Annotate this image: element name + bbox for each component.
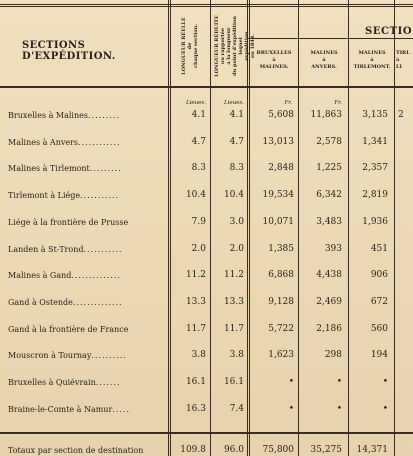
col-header-tirlemont-liege: TIRL à LI: [396, 50, 410, 70]
table-cell-c3: 672: [370, 296, 388, 307]
leader-dots-inline: ..............: [72, 297, 123, 307]
table-cell-reelle: 4.7: [191, 136, 206, 147]
table-cell-c2: 1,225: [316, 163, 342, 174]
table-row-name: Liége à la frontière de Prusse: [8, 217, 129, 227]
table-cell-reduite: 3.8: [229, 350, 244, 361]
totals-col3: 14,371: [356, 445, 388, 455]
table-cell-c1: •: [288, 403, 294, 414]
leader-dots-inline: .........: [87, 111, 120, 120]
rule-after-reelle: [210, 0, 211, 456]
rule-group-header: [248, 38, 413, 39]
table-cell-c3: •: [382, 403, 388, 414]
table-cell-c1: 2,848: [268, 163, 294, 174]
table-cell-reelle: 11.2: [185, 270, 206, 281]
table-cell-reduite: 7.4: [229, 403, 244, 414]
table-cell-reduite: 4.1: [229, 110, 244, 120]
table-cell-reelle: 7.9: [191, 216, 206, 227]
leader-dots-inline: ..............: [71, 271, 121, 281]
table-cell-c3: 194: [370, 350, 388, 361]
table-cell-c3: 3,135: [362, 110, 388, 120]
rule-col2: [348, 0, 349, 456]
table-row-name: Gand à la frontière de France: [8, 324, 129, 334]
leader-dots-inline: ............: [78, 137, 121, 147]
table-cell-c2: 298: [324, 350, 342, 361]
table-cell-c1: 10,071: [262, 216, 294, 227]
totals-label: Totaux par section de destination: [8, 446, 144, 455]
sections-header: SECTIONS D'EXPÉDITION.: [22, 40, 116, 62]
table-cell-c3: 1,341: [362, 136, 388, 147]
table-row-name: Braine-le-Comte à Namur.....: [8, 404, 130, 414]
table-cell-reduite: 16.1: [223, 377, 244, 387]
unit-reelle: Lieues.: [185, 100, 206, 106]
table-cell-reduite: 11.2: [223, 270, 244, 281]
table-cell-c1: 13,013: [262, 136, 294, 147]
table-cell-c1: 6,868: [268, 270, 294, 281]
table-cell-c2: •: [336, 377, 342, 387]
rule-header-bottom: [0, 86, 413, 88]
table-cell-c2: 2,578: [316, 136, 342, 147]
header-longueur-reelle: LONGUEUR RÉELLE de chaque section.: [181, 17, 199, 75]
table-cell-c3: 1,936: [362, 216, 388, 227]
table-cell-reelle: 13.3: [185, 296, 206, 307]
rule-col1: [298, 0, 299, 456]
leader-dots-inline: .........: [89, 164, 122, 174]
table-cell-reelle: 4.1: [191, 110, 206, 120]
leader-dots-inline: ...........: [80, 191, 120, 201]
table-cell-c2: 2,469: [316, 296, 342, 307]
table-row-name: Tirlemont à Liége...........: [8, 191, 120, 201]
header-longueur-reduite: LONGUEUR RÉDUITE ou rapportée a la longueur du point d'expédition lequel expédition en 1844.: [214, 15, 256, 77]
table-cell-c4: 2: [398, 110, 404, 120]
unit-col1: Fr.: [284, 100, 292, 106]
table-cell-reduite: 10.4: [223, 190, 244, 201]
table-cell-c2: 393: [324, 243, 342, 254]
table-cell-c2: 4,438: [316, 270, 342, 281]
leader-dots-inline: .....: [112, 404, 130, 414]
table-row-name: Landen à St-Trond...........: [8, 244, 123, 254]
unit-reduite: Lieues.: [223, 100, 244, 106]
table-row-name: Malines à Anvers............: [8, 137, 121, 147]
table-cell-c1: 9,128: [268, 296, 294, 307]
table-cell-c3: 451: [370, 243, 388, 254]
group-header: SECTIO: [365, 26, 413, 37]
table-cell-reelle: 16.1: [185, 377, 206, 387]
table-cell-c2: •: [336, 403, 342, 414]
col-header-malines-anvers: MALINES à ANVERS.: [310, 50, 338, 70]
table-cell-reelle: 2.0: [191, 243, 206, 254]
unit-col2: Fr.: [334, 100, 342, 106]
leader-dots-inline: ...........: [83, 244, 123, 254]
table-cell-reduite: 8.3: [229, 163, 244, 174]
table-cell-reduite: 3.0: [229, 216, 244, 227]
leader-dots-inline: ..........: [91, 351, 127, 361]
table-cell-reelle: 8.3: [191, 163, 206, 174]
table-cell-c2: 2,186: [316, 323, 342, 334]
table-cell-reduite: 11.7: [223, 323, 244, 334]
totals-reduite: 96.0: [223, 445, 244, 455]
col-header-bruxelles-malines: BRUXELLES à MALINES.: [256, 50, 292, 70]
table-cell-reduite: 2.0: [229, 243, 244, 254]
table-row-name: Mouscron à Tournay..........: [8, 351, 127, 361]
totals-reelle: 109.8: [180, 445, 206, 455]
table-cell-reduite: 4.7: [229, 136, 244, 147]
table-cell-reduite: 13.3: [223, 296, 244, 307]
table-cell-c2: 6,342: [316, 190, 342, 201]
table-cell-c3: •: [382, 377, 388, 387]
table-cell-c2: 3,483: [316, 216, 342, 227]
table-row-name: Bruxelles à Quiévrain.......: [8, 378, 121, 387]
table-row-name: Gand à Ostende..............: [8, 297, 123, 307]
table-cell-c1: 19,534: [262, 190, 294, 201]
rule-totals-top: [0, 432, 413, 434]
table-row-name: Malines à Tirlemont.........: [8, 164, 122, 174]
table-cell-c2: 11,863: [310, 110, 342, 120]
table-cell-c1: 1,623: [268, 350, 294, 361]
leader-dots-inline: .......: [95, 378, 121, 387]
table-cell-reelle: 10.4: [185, 190, 206, 201]
table-cell-c3: 906: [370, 270, 388, 281]
table-cell-c1: •: [288, 377, 294, 387]
table-cell-c1: 1,385: [268, 243, 294, 254]
table-cell-reelle: 16.3: [185, 403, 206, 414]
table-cell-c1: 5,608: [268, 110, 294, 120]
totals-col1: 75,800: [262, 445, 294, 455]
col-header-malines-tirlemont: MALINES à TIRLEMONT.: [353, 50, 391, 70]
rule-col3: [394, 0, 395, 456]
table-cell-reelle: 11.7: [185, 323, 206, 334]
table-row-name: Malines à Gand..............: [8, 271, 121, 281]
table-cell-c1: 5,722: [268, 323, 294, 334]
table-cell-c3: 2,357: [362, 163, 388, 174]
table-cell-reelle: 3.8: [191, 350, 206, 361]
table-cell-c3: 2,819: [362, 190, 388, 201]
table-row-name: Bruxelles à Malines.........: [8, 111, 120, 120]
totals-col2: 35,275: [310, 445, 342, 455]
table-cell-c3: 560: [370, 323, 388, 334]
